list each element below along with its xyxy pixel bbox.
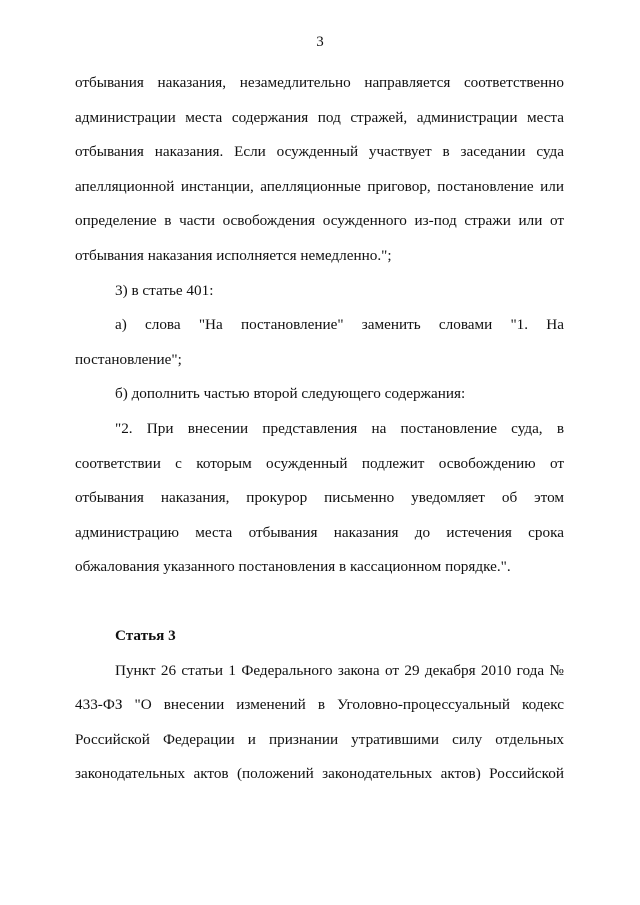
paragraph-continuation: отбывания наказания, незамедлительно направляется соответственно администрации места содержания под стражей, администрации места отбывания наказания. Если осужденный участвует в заседании суда апелляционной инстанции, апелляционные приговор, постановление или определение в части освобождения осужденного из-под стражи или от отбывания наказания исполняется немедленно.";: [75, 74, 564, 264]
article-heading: Статья 3: [115, 626, 176, 644]
paragraph-item-b: б) дополнить частью второй следующего содержания:: [115, 385, 466, 403]
paragraph-item-3: 3) в статье 401:: [115, 281, 214, 299]
page-number: 3: [316, 34, 324, 50]
paragraph-item-a-line1: а) слова "На постановление" заменить словами "1. На: [115, 316, 564, 334]
paragraph-article-3: Пункт 26 статьи 1 Федерального закона от 29 декабря 2010 года № 433-ФЗ "О внесении изменений в Уголовно-процессуальный кодекс Российской Федерации и признании утратившими силу отдельных законодательных актов (положений законодательных актов) Российской: [75, 661, 564, 783]
paragraph-item-a-line2: постановление";: [75, 350, 182, 368]
paragraph-quoted-part-2: "2. При внесении представления на постановление суда, в соответствии с которым осужденный подлежит освобождению от отбывания наказания, прокурор письменно уведомляет об этом администрацию места отбывания наказания до истечения срока обжалования указанного постановления в кассационном порядке.".: [75, 419, 564, 576]
document-body: [75, 66, 564, 792]
